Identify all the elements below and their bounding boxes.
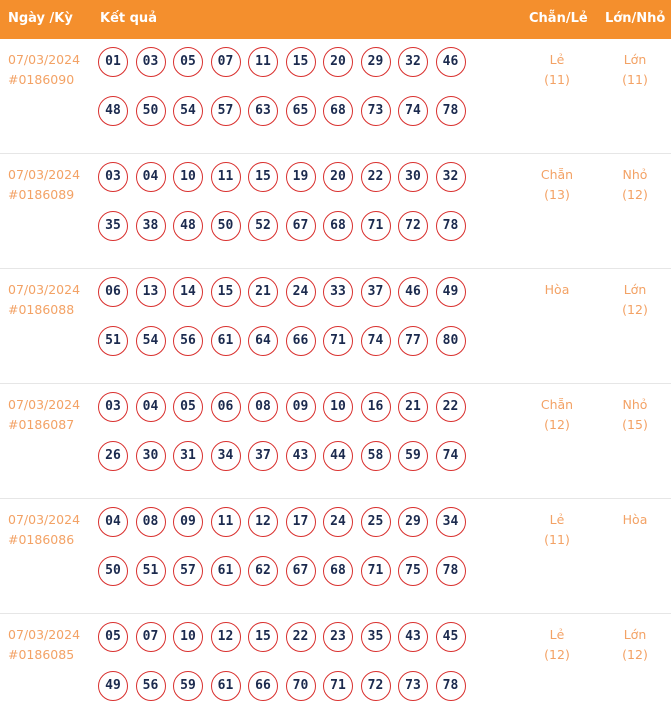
- header-big-small: Lớn/Nhỏ: [605, 11, 666, 26]
- number-ball: 74: [436, 441, 466, 471]
- draw-info: [8, 625, 80, 665]
- odd-even-result: [522, 50, 592, 90]
- number-ball: 11: [248, 47, 278, 77]
- number-ball: 29: [361, 47, 391, 77]
- number-ball: 19: [286, 162, 316, 192]
- draw-info: [8, 280, 80, 320]
- number-ball: 61: [211, 671, 241, 701]
- draw-date: 07/03/2024: [8, 167, 81, 182]
- number-ball: 09: [286, 392, 316, 422]
- header-odd-even: Chẵn/Lẻ: [529, 11, 588, 26]
- big-small-result: [600, 165, 670, 205]
- number-ball: 29: [398, 507, 428, 537]
- table-header: [0, 0, 671, 39]
- number-ball: 22: [436, 392, 466, 422]
- number-ball: 20: [323, 47, 353, 77]
- number-ball: 73: [398, 671, 428, 701]
- number-ball: 63: [248, 96, 278, 126]
- odd-even-result: [522, 510, 592, 550]
- odd-even-result: [522, 625, 592, 665]
- number-ball: 70: [286, 671, 316, 701]
- draw-date: 07/03/2024: [8, 512, 81, 527]
- number-ball: 59: [398, 441, 428, 471]
- number-ball: 51: [98, 326, 128, 356]
- number-ball: 50: [98, 556, 128, 586]
- number-ball: 12: [211, 622, 241, 652]
- result-row: [0, 614, 671, 728]
- number-ball: 11: [211, 507, 241, 537]
- number-ball: 30: [136, 441, 166, 471]
- odd-even-label: Lẻ: [549, 512, 565, 527]
- odd-even-count: (12): [544, 417, 570, 432]
- draw-period: #0186086: [8, 532, 75, 547]
- draw-period: #0186088: [8, 302, 75, 317]
- big-small-label: Lớn: [623, 52, 647, 67]
- odd-even-count: (11): [544, 532, 570, 547]
- number-ball: 10: [173, 622, 203, 652]
- number-balls: [98, 162, 478, 260]
- number-ball: 11: [211, 162, 241, 192]
- draw-info: [8, 510, 80, 550]
- number-ball: 09: [173, 507, 203, 537]
- big-small-label: Nhỏ: [622, 167, 648, 182]
- odd-even-result: [522, 165, 592, 205]
- big-small-count: (12): [622, 647, 648, 662]
- number-ball: 06: [211, 392, 241, 422]
- number-ball: 38: [136, 211, 166, 241]
- odd-even-label: Lẻ: [549, 627, 565, 642]
- number-ball: 20: [323, 162, 353, 192]
- number-ball: 50: [136, 96, 166, 126]
- number-ball: 24: [286, 277, 316, 307]
- draw-period: #0186090: [8, 72, 75, 87]
- number-ball: 04: [136, 392, 166, 422]
- draw-date: 07/03/2024: [8, 52, 81, 67]
- number-ball: 64: [248, 326, 278, 356]
- odd-even-count: (12): [544, 647, 570, 662]
- number-balls: [98, 47, 478, 145]
- number-ball: 56: [173, 326, 203, 356]
- number-ball: 46: [436, 47, 466, 77]
- number-ball: 15: [211, 277, 241, 307]
- result-row: [0, 384, 671, 499]
- number-ball: 35: [361, 622, 391, 652]
- number-ball: 46: [398, 277, 428, 307]
- number-ball: 65: [286, 96, 316, 126]
- number-ball: 75: [398, 556, 428, 586]
- number-ball: 57: [173, 556, 203, 586]
- number-ball: 21: [248, 277, 278, 307]
- big-small-count: (11): [622, 72, 648, 87]
- number-ball: 71: [361, 556, 391, 586]
- number-ball: 06: [98, 277, 128, 307]
- number-ball: 12: [248, 507, 278, 537]
- number-ball: 17: [286, 507, 316, 537]
- number-ball: 15: [286, 47, 316, 77]
- big-small-result: [600, 50, 670, 90]
- number-ball: 01: [98, 47, 128, 77]
- big-small-result: [600, 395, 670, 435]
- result-row: [0, 154, 671, 269]
- number-ball: 49: [98, 671, 128, 701]
- number-ball: 43: [286, 441, 316, 471]
- number-ball: 66: [286, 326, 316, 356]
- number-ball: 73: [361, 96, 391, 126]
- result-row: [0, 39, 671, 154]
- number-ball: 71: [361, 211, 391, 241]
- number-ball: 68: [323, 211, 353, 241]
- odd-even-count: (11): [544, 72, 570, 87]
- number-ball: 37: [248, 441, 278, 471]
- number-ball: 21: [398, 392, 428, 422]
- number-ball: 80: [436, 326, 466, 356]
- number-ball: 68: [323, 96, 353, 126]
- big-small-count: (15): [622, 417, 648, 432]
- number-ball: 67: [286, 211, 316, 241]
- number-ball: 08: [136, 507, 166, 537]
- number-ball: 49: [436, 277, 466, 307]
- draw-info: [8, 165, 80, 205]
- number-ball: 68: [323, 556, 353, 586]
- odd-even-label: Chẵn: [540, 397, 574, 412]
- number-ball: 78: [436, 556, 466, 586]
- number-ball: 25: [361, 507, 391, 537]
- number-ball: 72: [398, 211, 428, 241]
- number-ball: 24: [323, 507, 353, 537]
- number-ball: 48: [98, 96, 128, 126]
- number-ball: 43: [398, 622, 428, 652]
- number-ball: 05: [173, 47, 203, 77]
- number-ball: 74: [361, 326, 391, 356]
- draw-period: #0186085: [8, 647, 75, 662]
- result-row: [0, 499, 671, 614]
- number-ball: 34: [211, 441, 241, 471]
- number-ball: 04: [136, 162, 166, 192]
- number-ball: 14: [173, 277, 203, 307]
- number-ball: 10: [323, 392, 353, 422]
- number-ball: 15: [248, 162, 278, 192]
- big-small-label: Hòa: [622, 512, 648, 527]
- number-ball: 48: [173, 211, 203, 241]
- number-ball: 61: [211, 326, 241, 356]
- number-ball: 08: [248, 392, 278, 422]
- number-ball: 26: [98, 441, 128, 471]
- number-ball: 51: [136, 556, 166, 586]
- number-ball: 54: [173, 96, 203, 126]
- number-ball: 22: [286, 622, 316, 652]
- number-ball: 56: [136, 671, 166, 701]
- number-balls: [98, 622, 478, 720]
- big-small-count: (12): [622, 302, 648, 317]
- number-ball: 23: [323, 622, 353, 652]
- number-ball: 66: [248, 671, 278, 701]
- number-ball: 10: [173, 162, 203, 192]
- number-ball: 45: [436, 622, 466, 652]
- number-ball: 03: [98, 392, 128, 422]
- number-ball: 58: [361, 441, 391, 471]
- draw-info: [8, 395, 80, 435]
- number-balls: [98, 277, 478, 375]
- draw-date: 07/03/2024: [8, 397, 81, 412]
- number-ball: 61: [211, 556, 241, 586]
- number-ball: 16: [361, 392, 391, 422]
- header-result: Kết quả: [100, 11, 157, 26]
- result-row: [0, 269, 671, 384]
- number-ball: 03: [136, 47, 166, 77]
- number-ball: 32: [398, 47, 428, 77]
- number-ball: 07: [211, 47, 241, 77]
- results-list: [0, 39, 671, 728]
- number-ball: 34: [436, 507, 466, 537]
- big-small-result: [600, 280, 670, 320]
- number-ball: 54: [136, 326, 166, 356]
- number-ball: 30: [398, 162, 428, 192]
- odd-even-result: [522, 395, 592, 435]
- number-ball: 35: [98, 211, 128, 241]
- header-date: Ngày /Kỳ: [8, 11, 73, 26]
- odd-even-count: (13): [544, 187, 570, 202]
- big-small-result: [600, 625, 670, 665]
- number-ball: 15: [248, 622, 278, 652]
- big-small-label: Lớn: [623, 282, 647, 297]
- big-small-label: Nhỏ: [622, 397, 648, 412]
- number-ball: 50: [211, 211, 241, 241]
- number-balls: [98, 507, 478, 605]
- number-ball: 78: [436, 96, 466, 126]
- number-ball: 05: [98, 622, 128, 652]
- number-ball: 59: [173, 671, 203, 701]
- odd-even-label: Chẵn: [540, 167, 574, 182]
- number-ball: 62: [248, 556, 278, 586]
- number-ball: 31: [173, 441, 203, 471]
- number-ball: 72: [361, 671, 391, 701]
- draw-date: 07/03/2024: [8, 282, 81, 297]
- number-ball: 04: [98, 507, 128, 537]
- big-small-count: (12): [622, 187, 648, 202]
- number-balls: [98, 392, 478, 490]
- number-ball: 07: [136, 622, 166, 652]
- number-ball: 77: [398, 326, 428, 356]
- number-ball: 03: [98, 162, 128, 192]
- odd-even-result: [522, 280, 592, 300]
- number-ball: 32: [436, 162, 466, 192]
- number-ball: 78: [436, 211, 466, 241]
- number-ball: 44: [323, 441, 353, 471]
- draw-date: 07/03/2024: [8, 627, 81, 642]
- big-small-result: [600, 510, 670, 530]
- number-ball: 74: [398, 96, 428, 126]
- number-ball: 71: [323, 671, 353, 701]
- number-ball: 37: [361, 277, 391, 307]
- odd-even-label: Hòa: [544, 282, 570, 297]
- number-ball: 33: [323, 277, 353, 307]
- number-ball: 22: [361, 162, 391, 192]
- number-ball: 57: [211, 96, 241, 126]
- number-ball: 05: [173, 392, 203, 422]
- odd-even-label: Lẻ: [549, 52, 565, 67]
- draw-info: [8, 50, 80, 90]
- number-ball: 71: [323, 326, 353, 356]
- number-ball: 13: [136, 277, 166, 307]
- number-ball: 78: [436, 671, 466, 701]
- big-small-label: Lớn: [623, 627, 647, 642]
- draw-period: #0186087: [8, 417, 75, 432]
- draw-period: #0186089: [8, 187, 75, 202]
- number-ball: 52: [248, 211, 278, 241]
- number-ball: 67: [286, 556, 316, 586]
